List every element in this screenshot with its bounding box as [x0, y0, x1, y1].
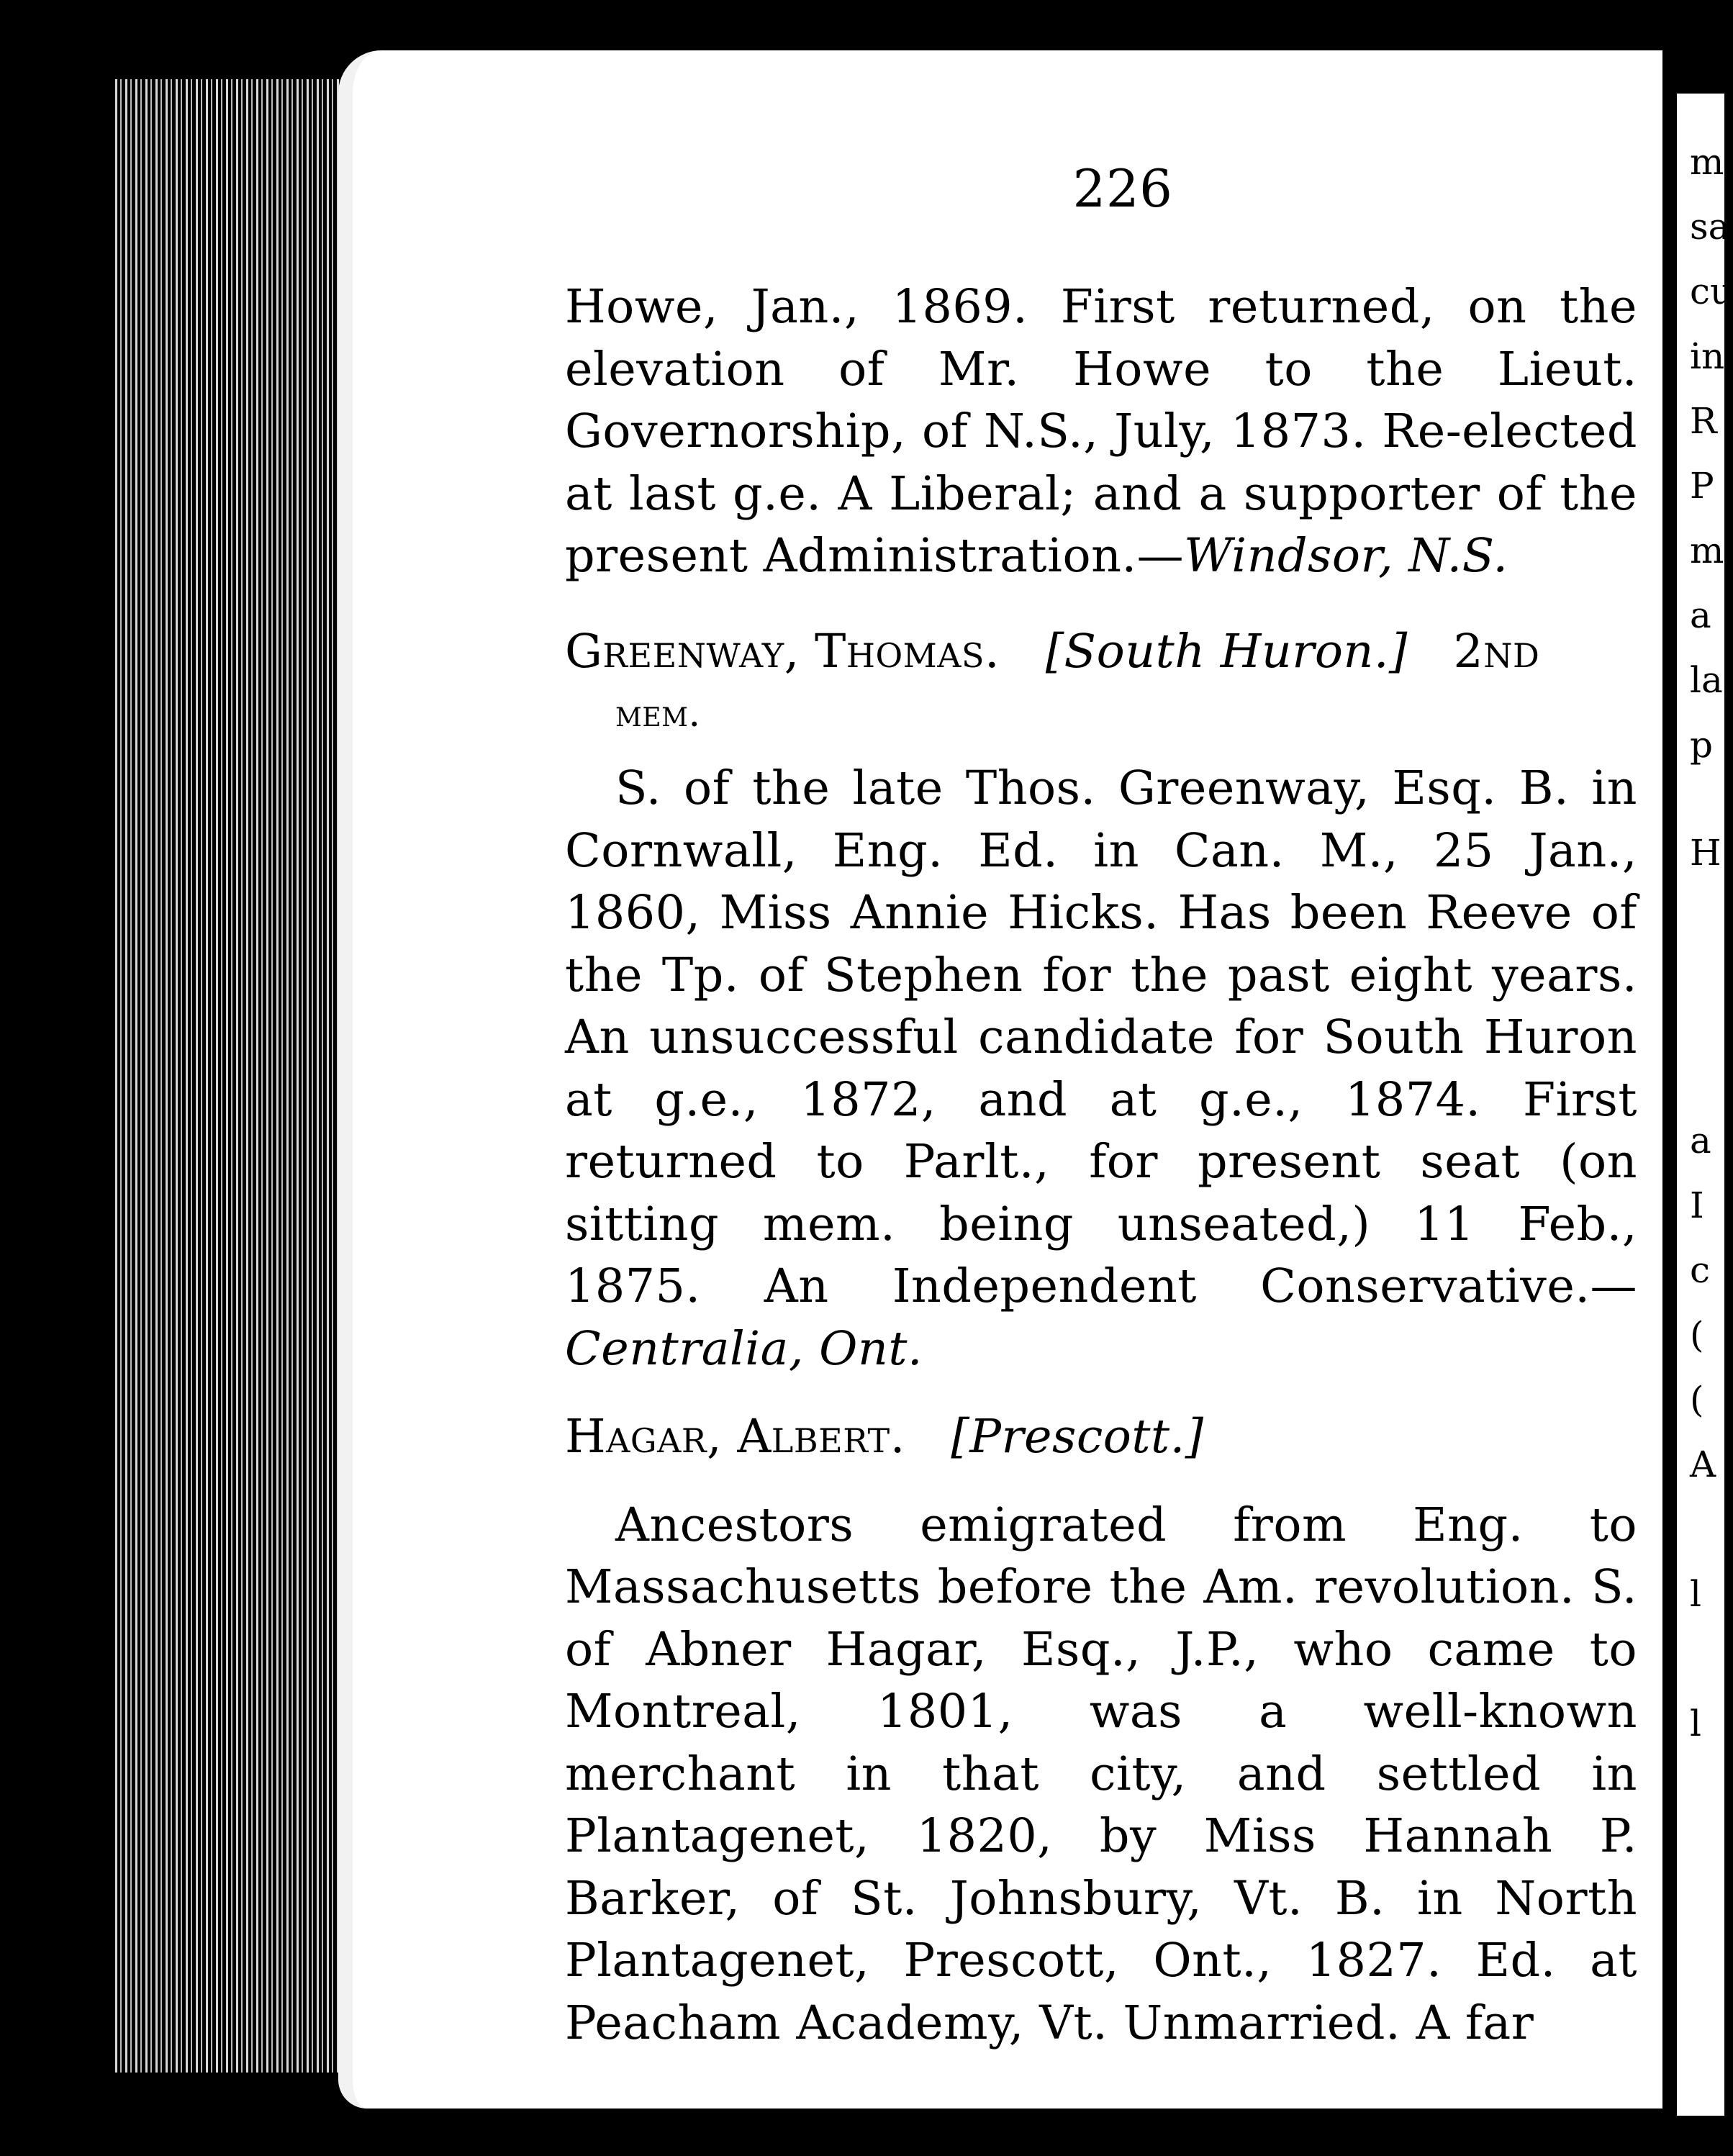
greenway-bio: [565, 758, 1637, 1380]
adjacent-page-fragment: sa: [1690, 206, 1730, 248]
adjacent-page-fragment: l: [1690, 1703, 1701, 1744]
adjacent-page-fragment: in: [1690, 335, 1725, 377]
adjacent-page-sliver: [1668, 94, 1733, 2116]
adjacent-page-fragment: la: [1690, 659, 1723, 701]
hagar-name: Hagar, Albert.: [565, 1410, 905, 1464]
howe-bio-text: Howe, Jan., 1869. First returned, on the elevation of Mr. Howe to the Lieut. Governorship, of N.S., July, 1873. Re-elected at last g.e. A Liberal; and a supporter of the present Administration.—: [565, 280, 1637, 583]
greenway-bio-text: S. of the late Thos. Greenway, Esq. B. in Cornwall, Eng. Ed. in Can. M., 25 Jan., 1860, Miss Annie Hicks. Has been Reeve of the Tp. of Stephen for the past eight years. An unsuccessful candidate for South Huron at g.e., 1872, and at g.e., 1874. First returned to Parlt., for present seat (on sitting mem. being unseated,) 11 Feb., 1875. An Independent Conservative.—: [565, 761, 1637, 1313]
adjacent-page-fragment: H: [1690, 832, 1721, 874]
adjacent-page-fragment: m: [1690, 141, 1724, 183]
adjacent-page-fragment: I: [1690, 1185, 1704, 1226]
greenway-place: Centralia, Ont.: [565, 1321, 923, 1376]
hagar-bio: Ancestors emigrated from Eng. to Massachusetts before the Am. revolution. S. of Abner Hagar, Esq., J.P., who came to Montreal, 1801, was a well-known merchant in that city, and settled in Plantagenet, 1820, by Miss Hannah P. Barker, of St. Johnsbury, Vt. B. in North Plantagenet, Prescott, Ont., 1827. Ed. at Peacham Academy, Vt. Unmarried. A far: [565, 1498, 1637, 2050]
adjacent-page-fragment: p: [1690, 724, 1714, 766]
page-text-column: [565, 158, 1637, 2055]
adjacent-page-fragment: (: [1690, 1379, 1704, 1421]
adjacent-page-fragment: a: [1690, 1120, 1711, 1161]
greenway-position-continuation: mem.: [615, 692, 701, 735]
adjacent-page-fragment: R: [1690, 400, 1717, 442]
adjacent-page-fragment: m: [1690, 530, 1724, 571]
page-number: 226: [1072, 158, 1173, 219]
adjacent-page-fragment: l: [1690, 1573, 1701, 1615]
greenway-position: 2nd: [1453, 624, 1540, 679]
hagar-constituency: [Prescott.]: [951, 1410, 1204, 1464]
howe-place: Windsor, N.S.: [1184, 529, 1508, 583]
adjacent-page-fragment: (: [1690, 1314, 1704, 1356]
adjacent-page-fragment: A: [1690, 1444, 1716, 1485]
book-binding-edge: [115, 79, 374, 2073]
greenway-entry-heading: [565, 621, 1637, 684]
howe-entry-continuation: [565, 276, 1637, 588]
greenway-constituency: [South Huron.]: [1045, 624, 1408, 679]
adjacent-page-fragment: a: [1690, 594, 1711, 636]
adjacent-page-fragment: P: [1690, 465, 1714, 507]
greenway-name: Greenway, Thomas.: [565, 624, 1000, 679]
hagar-entry-heading: [565, 1406, 1637, 1469]
adjacent-page-fragment: cu: [1690, 271, 1733, 312]
adjacent-page-fragment: c: [1690, 1249, 1711, 1291]
